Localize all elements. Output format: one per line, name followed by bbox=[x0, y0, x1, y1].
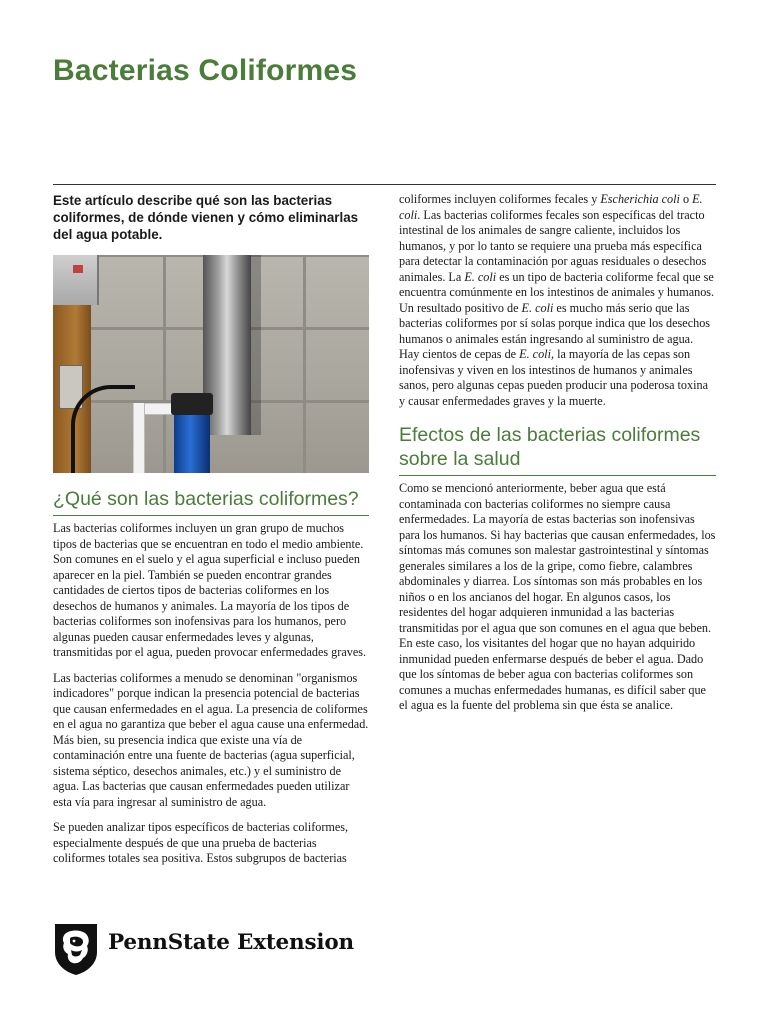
body-paragraph: Las bacterias coliformes incluyen un gran grupo de muchos tipos de bacterias que se encuentran en todo el medio ambiente. Son comunes en el suelo y el agua superficial e incluso pueden aparecer en la piel. También se pueden encontrar grandes cantidades de ciertos tipos de bacterias coliformes en los desechos de humanos y animales. La mayoría de los tipos de bacterias coliformes son inofensivas para los humanos, pero algunas pueden causar enfermedades leves y algunas, transmitidas por el agua, pueden provocar enfermedades graves. bbox=[53, 521, 367, 659]
species-name: E. coli bbox=[399, 192, 703, 222]
page-title: Bacterias Coliformes bbox=[53, 54, 358, 87]
section-heading-health-effects: Efectos de las bacterias coliformes sobre la salud bbox=[399, 424, 701, 470]
power-cable bbox=[71, 385, 135, 473]
blue-filter-housing bbox=[174, 415, 210, 473]
continued-paragraph: coliformes incluyen coliformes fecales y Escherichia coli o E. coli. Las bacterias coliformes fecales son específicas del tracto intestinal de los animales de sangre caliente, incluidos los humanos, y por lo tanto se requiere una prueba más específica para detectar la contaminación por aguas residuales o desechos animales. La E. coli es un tipo de bacteria coliforme fecal que se encuentra comúnmente en los intestinos de animales y humanos. Un resultado positivo de E. coli es mucho más serio que las bacterias coliformes por sí solas porque indica que los desechos humanos o animales están ingresando al suministro de agua. Hay cientos de cepas de E. coli, la mayoría de las cepas son inofensivas y viven en los intestinos de humanos y animales sanos, pero algunas cepas pueden producir una poderosa toxina y causar enfermedades graves y la muerte. bbox=[399, 192, 715, 408]
section-heading-rule bbox=[53, 515, 369, 516]
species-name: E. coli, bbox=[519, 347, 555, 361]
body-paragraph: Las bacterias coliformes a menudo se denominan "organismos indicadores" porque indican la presencia potencial de bacterias que causan enfermedades en el agua. La presencia de coliformes en el agua no garantiza que beber el agua cause una enfermedad. Más bien, su presencia indica que existe una vía de contaminación entre una fuente de bacterias (agua superficial, sistema séptico, desechos animales, etc.) y el suministro de agua. Las bacterias que causan enfermedades pueden utilizar esta vía para ingresar al suministro de agua. bbox=[53, 670, 369, 809]
top-divider bbox=[53, 184, 716, 185]
pennstate-extension-logo bbox=[53, 922, 353, 978]
intro-summary: Este artículo describe qué son las bacterias coliformes, de dónde vienen y cómo eliminarlas del agua potable. bbox=[53, 193, 359, 242]
filter-cap bbox=[171, 393, 213, 415]
body-paragraph: Se pueden analizar tipos específicos de bacterias coliformes, especialmente después de que una prueba de bacterias coliformes totales sea positiva. Estos subgrupos de bacterias bbox=[53, 820, 349, 865]
body-paragraph: Como se mencionó anteriormente, beber agua que está contaminada con bacterias coliformes no siempre causa enfermedades. La mayoría de estas bacterias son inofensivas para los humanos. Si hay bacterias que causan enfermedades, los síntomas más comunes son malestar gastrointestinal y síntomas generales similares a los de la gripe, como fiebre, calambres abdominales y diarrea. Los síntomas son más probables en los niños o en los ancianos del hogar. En algunos casos, los residentes del hogar adquieren inmunidad a las bacterias transmitidas por el agua que son comunes en el agua que beben. En este caso, los visitantes del hogar que no hayan adquirido inmunidad pueden enfermarse después de beber el agua. Dado que los síntomas de beber agua con bacterias coliformes son comunes a muchas enfermedades humanas, es difícil saber que el agua es la fuente del problema sin que ésta se analice. bbox=[399, 481, 716, 712]
species-name: E. coli bbox=[521, 300, 554, 315]
nittany-lion-shield-icon bbox=[53, 922, 99, 976]
section-heading-rule bbox=[399, 475, 716, 476]
section-heading-what-are-coliforms: ¿Qué son las bacterias coliformes? bbox=[53, 488, 359, 510]
logo-wordmark: PennState Extension bbox=[108, 930, 354, 955]
electrical-panel bbox=[53, 255, 99, 305]
species-name: Escherichia coli bbox=[600, 192, 680, 206]
species-name: E. coli bbox=[464, 269, 497, 284]
right-column bbox=[399, 192, 716, 724]
left-column bbox=[53, 192, 369, 867]
water-treatment-photo bbox=[53, 255, 369, 473]
